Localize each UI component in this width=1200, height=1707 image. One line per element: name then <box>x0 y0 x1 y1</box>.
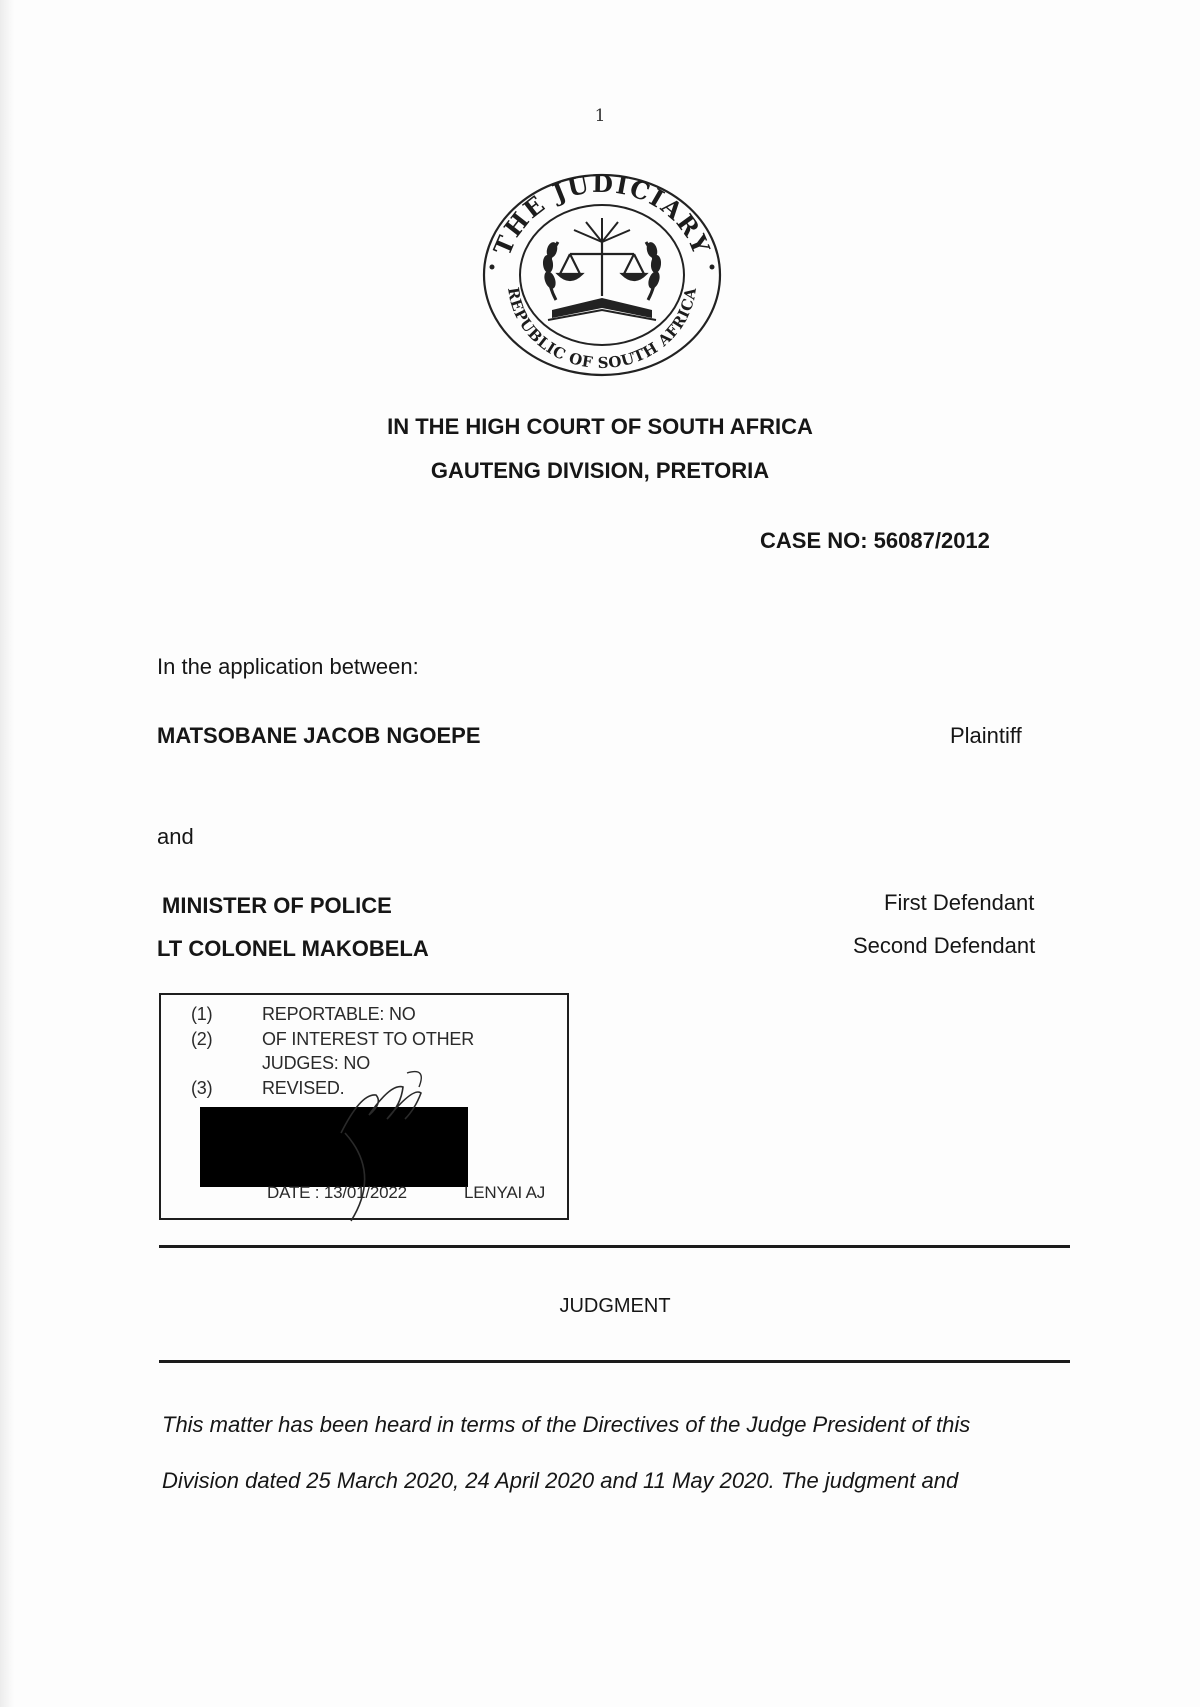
status-item-1-text: REPORTABLE: NO <box>262 1004 416 1024</box>
judiciary-seal <box>478 170 726 380</box>
second-defendant-name: LT COLONEL MAKOBELA <box>157 936 429 961</box>
plaintiff-role: Plaintiff <box>950 723 1022 748</box>
intro-text: In the application between: <box>157 654 419 679</box>
status-item-2-continued: JUDGES: NO <box>262 1053 371 1073</box>
judge-name: LENYAI AJ <box>464 1183 546 1202</box>
conjunction-and: and <box>157 824 194 849</box>
status-item-2-num: (2) <box>191 1029 213 1049</box>
handwritten-signature <box>321 1053 441 1223</box>
first-defendant-name: MINISTER OF POLICE <box>162 893 392 918</box>
judgment-heading: JUDGMENT <box>559 1295 671 1317</box>
directive-line: Division dated 25 March 2020, 24 April 2020 and 11 May 2020. The judgment and <box>162 1468 959 1493</box>
court-division: GAUTENG DIVISION, PRETORIA <box>430 458 770 483</box>
first-defendant-role: First Defendant <box>884 890 1035 915</box>
seal-bottom-text: REPUBLIC OF SOUTH AFRICA <box>504 286 700 373</box>
status-item-2-text: OF INTEREST TO OTHER <box>262 1029 475 1049</box>
scan-edge <box>0 0 14 1707</box>
court-name: IN THE HIGH COURT OF SOUTH AFRICA <box>387 414 813 439</box>
seal-top-text: THE JUDICIARY <box>487 170 717 260</box>
directive-paragraph <box>162 1397 1082 1509</box>
reportable-status-box <box>159 993 569 1220</box>
divider-bottom <box>159 1360 1070 1363</box>
status-item-1-num: (1) <box>191 1004 213 1024</box>
case-number: CASE NO: 56087/2012 <box>760 528 990 553</box>
directive-line: This matter has been heard in terms of the Directives of the Judge President of this <box>162 1412 971 1437</box>
judgment-date: DATE : 13/01/2022 <box>267 1183 407 1202</box>
second-defendant-role: Second Defendant <box>853 933 1036 958</box>
status-item-3-num: (3) <box>191 1078 213 1098</box>
status-item-3-text: REVISED. <box>262 1078 345 1098</box>
divider-top <box>159 1245 1070 1248</box>
plaintiff-name: MATSOBANE JACOB NGOEPE <box>157 723 481 748</box>
page-number: 1 <box>594 106 606 126</box>
